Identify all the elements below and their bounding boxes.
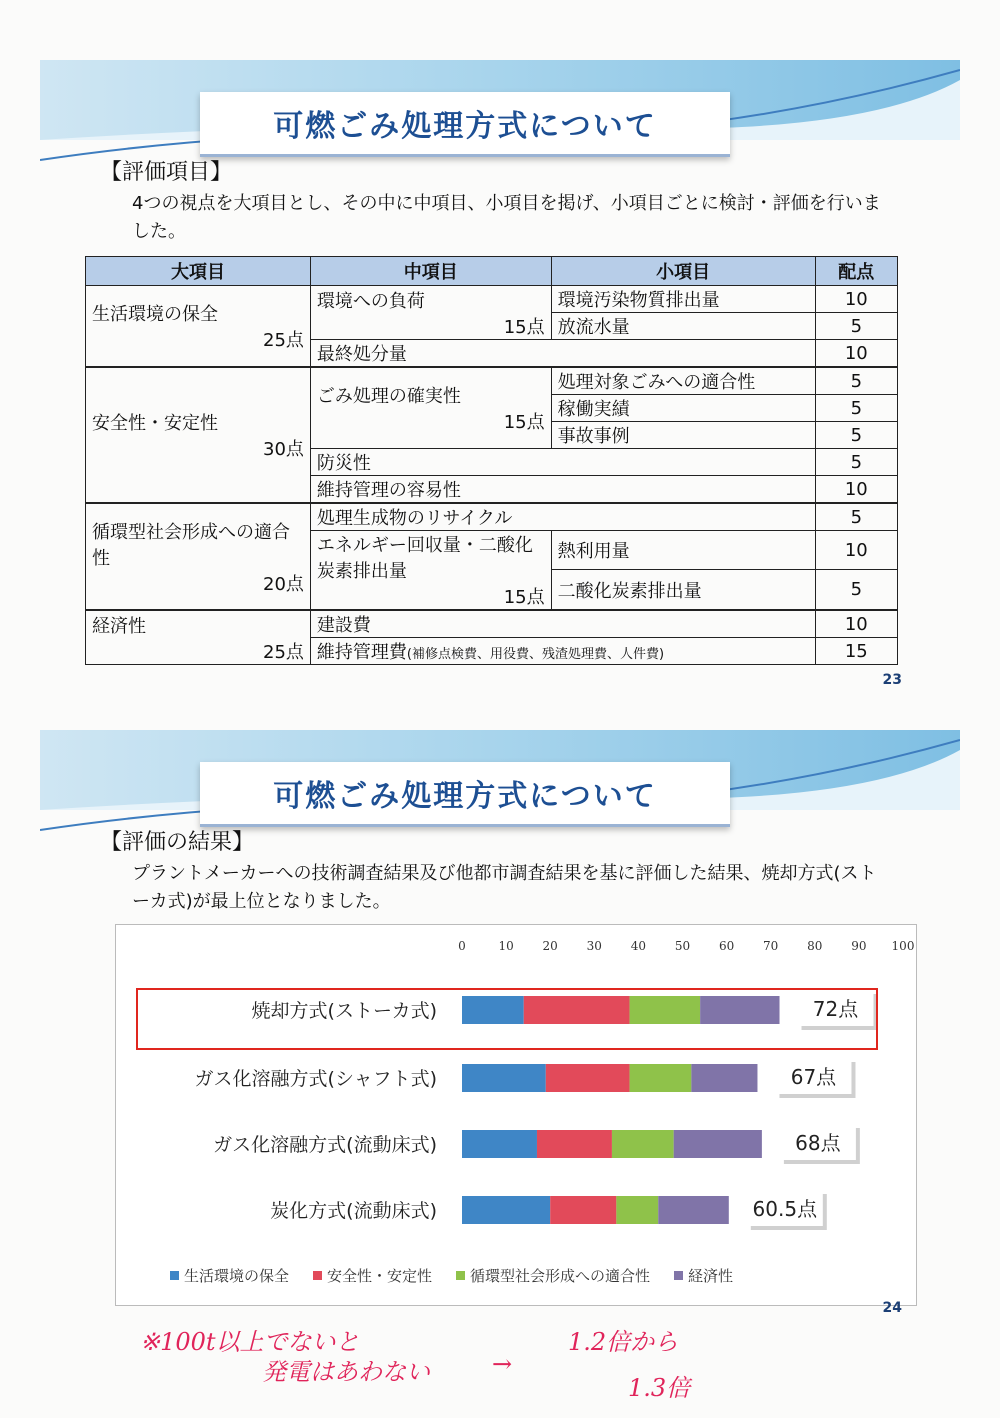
points-cell: 5 <box>815 503 897 531</box>
total-label: 72点 <box>812 997 859 1021</box>
minor-item: 事故事例 <box>551 422 815 449</box>
header-points: 配点 <box>815 257 897 286</box>
x-tick-label: 20 <box>542 939 558 953</box>
mid-item-cell <box>310 367 551 449</box>
points-cell: 10 <box>815 610 897 638</box>
handwritten-note-line3: 1.2倍から <box>568 1328 679 1356</box>
points-cell: 5 <box>815 422 897 449</box>
mid-item-name: 処理生成物のリサイクル <box>310 503 815 531</box>
points-cell: 5 <box>815 570 897 610</box>
handwritten-note-line4: 1.3倍 <box>628 1374 691 1402</box>
x-tick-label: 90 <box>851 939 867 953</box>
bar-segment <box>691 1064 757 1092</box>
major-item-cell <box>86 610 311 665</box>
major-item-cell <box>86 367 311 503</box>
major-item-points: 25点 <box>263 641 304 663</box>
category-label: 焼却方式(ストーカ式) <box>251 1000 437 1022</box>
points-cell: 10 <box>815 340 897 368</box>
major-item-points: 30点 <box>263 439 304 460</box>
major-item-cell <box>86 503 311 610</box>
section-heading: 【評価の結果】 <box>100 830 255 855</box>
bar-segment <box>462 1196 550 1224</box>
bar-segment <box>462 1064 546 1092</box>
mid-item-name: 環境への負荷 <box>316 290 425 312</box>
table-header-row <box>86 257 898 286</box>
table-row <box>86 286 898 313</box>
table-row <box>86 367 898 395</box>
mid-item-note: (補修点検費、用役費、残渣処理費、人件費) <box>406 647 665 662</box>
category-label: ガス化溶融方式(シャフト式) <box>194 1068 437 1090</box>
minor-item: 稼働実績 <box>551 395 815 422</box>
points-cell: 5 <box>815 313 897 340</box>
points-cell: 5 <box>815 449 897 476</box>
slide-evaluation-items <box>40 60 960 700</box>
category-label: ガス化溶融方式(流動床式) <box>213 1134 437 1156</box>
x-tick-label: 0 <box>458 939 466 953</box>
minor-item: 処理対象ごみへの適合性 <box>551 367 815 395</box>
legend-label: 経済性 <box>688 1267 734 1285</box>
x-tick-label: 30 <box>586 939 602 953</box>
mid-item-name: 維持管理費 <box>316 642 407 663</box>
x-tick-label: 70 <box>763 939 779 953</box>
mid-item-cell <box>310 531 551 611</box>
intro-text: プラントメーカーへの技術調査結果及び他都市調査結果を基に評価した結果、焼却方式(ストーカ式)が最上位となりました。 <box>132 863 877 912</box>
mid-item-cell <box>310 286 551 340</box>
handwritten-note-line2: 発電はあわない <box>262 1358 430 1386</box>
header-minor: 小項目 <box>551 257 815 286</box>
x-tick-label: 50 <box>674 939 691 953</box>
minor-item: 放流水量 <box>551 313 815 340</box>
total-label: 68点 <box>795 1131 841 1155</box>
points-cell: 5 <box>815 395 897 422</box>
legend-label: 循環型社会形成への適合性 <box>470 1267 651 1285</box>
legend-label: 生活環境の保全 <box>184 1267 290 1285</box>
bar-segment <box>550 1196 616 1224</box>
header-middle: 中項目 <box>310 257 551 286</box>
points-cell: 10 <box>815 476 897 504</box>
mid-item-name: 最終処分量 <box>310 340 815 368</box>
legend-label: 安全性・安定性 <box>327 1267 433 1285</box>
x-tick-label: 100 <box>891 939 915 953</box>
x-tick-label: 40 <box>630 939 647 953</box>
major-item-points: 20点 <box>263 573 304 595</box>
slide-title: 可燃ごみ処理方式について <box>200 762 730 827</box>
mid-item-name: 建設費 <box>310 610 815 638</box>
x-tick-label: 10 <box>498 939 514 953</box>
legend-swatch <box>456 1271 465 1280</box>
bar-segment <box>537 1130 612 1158</box>
points-cell: 5 <box>815 367 897 395</box>
major-item-name: 経済性 <box>92 615 146 637</box>
section-heading: 【評価項目】 <box>100 160 233 185</box>
major-item-name: 安全性・安定性 <box>92 413 218 434</box>
mid-item-points: 15点 <box>503 412 545 433</box>
slide-evaluation-results <box>40 730 960 1370</box>
mid-item-points: 15点 <box>503 587 545 608</box>
top-rank-highlight-box <box>136 988 878 1050</box>
x-tick-label: 60 <box>718 939 735 953</box>
bar-segment <box>616 1196 658 1224</box>
bar-segment <box>546 1064 630 1092</box>
page-number: 23 <box>882 672 902 688</box>
minor-item: 環境汚染物質排出量 <box>551 286 815 313</box>
intro-text: 4つの視点を大項目とし、その中に中項目、小項目を掲げ、小項目ごとに検討・評価を行いました。 <box>132 193 881 242</box>
mid-item-name: エネルギー回収量・二酸化炭素排出量 <box>316 535 533 582</box>
header-major: 大項目 <box>86 257 311 286</box>
bar-segment <box>674 1130 762 1158</box>
major-item-name: 循環型社会形成への適合性 <box>92 521 290 569</box>
slide-title: 可燃ごみ処理方式について <box>200 92 730 157</box>
handwritten-note-line1: ※100t以上でないと <box>140 1328 360 1356</box>
legend-swatch <box>170 1271 179 1280</box>
x-tick-label: 80 <box>807 939 823 953</box>
major-item-cell <box>86 286 311 368</box>
page-number: 24 <box>882 1300 902 1316</box>
mid-item-name: 防災性 <box>310 449 815 476</box>
minor-item: 二酸化炭素排出量 <box>551 570 815 610</box>
mid-item-name: 維持管理の容易性 <box>310 476 815 504</box>
major-item-points: 25点 <box>263 330 304 351</box>
bar-segment <box>612 1130 674 1158</box>
minor-item: 熱利用量 <box>551 531 815 570</box>
points-cell: 10 <box>815 286 897 313</box>
legend-swatch <box>674 1271 683 1280</box>
mid-item-name: ごみ処理の確実性 <box>316 386 461 407</box>
bar-segment <box>630 1064 692 1092</box>
total-label: 67点 <box>790 1065 837 1089</box>
table-row <box>86 610 898 638</box>
category-label: 炭化方式(流動床式) <box>270 1200 437 1222</box>
points-cell: 10 <box>815 531 897 570</box>
legend-swatch <box>313 1271 322 1280</box>
bar-segment <box>658 1196 729 1224</box>
bar-segment <box>462 1130 537 1158</box>
mid-item-cell <box>310 638 815 665</box>
mid-item-points: 15点 <box>503 316 545 338</box>
table-row <box>86 503 898 531</box>
handwritten-arrow: → <box>492 1350 513 1378</box>
total-label: 60.5点 <box>752 1197 818 1221</box>
points-cell: 15 <box>815 638 897 665</box>
stacked-bar-chart <box>115 924 915 1304</box>
evaluation-table <box>85 256 898 665</box>
major-item-name: 生活環境の保全 <box>92 304 218 325</box>
